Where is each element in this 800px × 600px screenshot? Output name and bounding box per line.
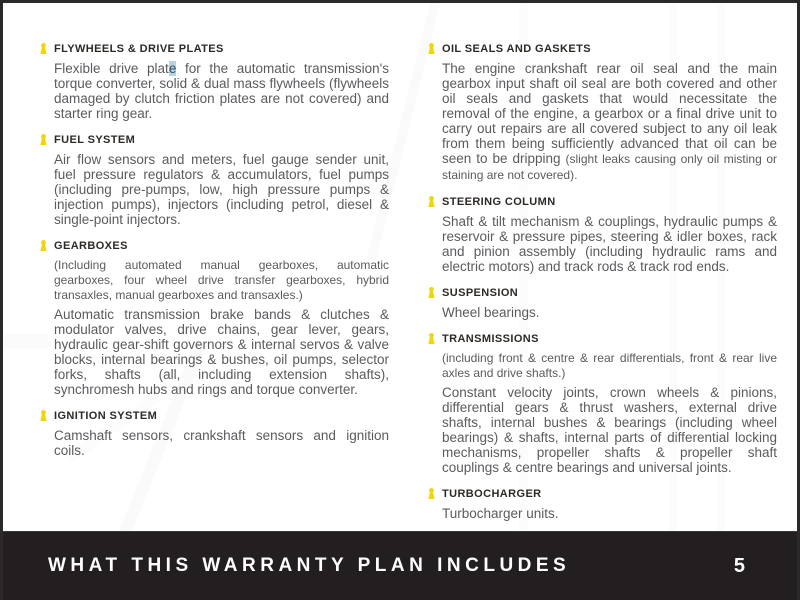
section-heading [39,134,389,146]
body-small-print: (slight leaks causing only oil misting or staining are not covered). [442,152,777,182]
section-steering-column [427,196,777,274]
page-footer [3,531,797,600]
body-text-pre: Flexible drive plat [54,61,169,76]
body-text-post: for the automatic transmission's torque converter, solid & dual mass flywheels (flywheels damaged by clutch friction plates are not covered) and starter ring gear. [54,61,390,121]
section-heading [427,287,777,299]
jack-pin-bullet-icon [427,43,436,55]
section-note: (Including automated manual gearboxes, automatic gearboxes, four wheel drive transfer gearboxes, hybrid transaxles, manual gearboxes and transaxles.) [54,258,389,302]
section-body: Constant velocity joints, crown wheels & pinions, differential gears & thrust washers, external drive shafts, internal bushes & bearings (including wheel bearings) & shafts, internal parts of differential locking mechanisms, propeller shafts & propeller shaft couplings & centre bearings and universal joints. [442,385,777,475]
jack-pin-bullet-icon [427,333,436,345]
page-number: 5 [733,554,745,577]
section-title: FUEL SYSTEM [54,134,136,146]
section-title: FLYWHEELS & DRIVE PLATES [54,43,224,55]
footer-title: WHAT THIS WARRANTY PLAN INCLUDES [48,555,571,576]
jack-pin-bullet-icon [427,196,436,208]
section-turbocharger [427,488,777,521]
section-body: Turbocharger units. [442,506,559,521]
section-suspension [427,287,777,320]
section-body: Automatic transmission brake bands & clutches & modulator valves, drive chains, gear lever, gears, hydraulic gear-shift governors & internal servos & valve blocks, internal bearings & bushes, oil pumps, selector forks, shafts (all, including extension shafts), synchromesh hubs and rings and torque converter. [54,307,389,397]
jack-pin-bullet-icon [427,488,436,500]
jack-pin-bullet-icon [427,287,436,299]
section-body: Shaft & tilt mechanism & couplings, hydraulic pumps & reservoir & pressure pipes, steering & idler boxes, rack and pinion assembly (including hydraulic rams and electric motors) and track rods & track rod ends. [442,214,777,274]
section-oil-seals [427,43,777,183]
section-gearboxes [39,240,389,397]
section-body: Wheel bearings. [442,305,540,320]
right-column [427,43,777,534]
section-body: Air flow sensors and meters, fuel gauge sender unit, fuel pressure regulators & accumulators, fuel pumps (including pre-pumps, low, high pressure pumps & injection pumps), injectors (including petrol, diesel & single-point injectors. [54,152,389,227]
section-title: TURBOCHARGER [442,488,542,500]
section-fuel-system [39,134,389,227]
jack-pin-bullet-icon [39,240,48,252]
section-title: TRANSMISSIONS [442,333,539,345]
section-heading [39,240,389,252]
section-heading [427,43,777,55]
jack-pin-bullet-icon [39,43,48,55]
selected-character: e [168,61,177,76]
section-title: GEARBOXES [54,240,128,252]
section-transmissions [427,333,777,475]
section-body: Camshaft sensors, crankshaft sensors and ignition coils. [54,428,389,458]
section-heading [39,410,389,422]
body-text: The engine crankshaft rear oil seal and the main gearbox input shaft oil seal are both covered and other oil seals and gaskets that would necessitate the removal of the engine, a gearbox or a final drive unit to carry out repairs are all covered subject to any oil leak from them being sufficiently advanced that oil can be seen to be dripping [442,61,777,166]
left-column [39,43,389,534]
content-columns [3,3,797,534]
section-note: (including front & centre & rear differentials, front & rear live axles and drive shafts.) [442,351,777,380]
jack-pin-bullet-icon [39,410,48,422]
section-heading [39,43,389,55]
section-body [442,61,777,183]
section-heading [427,196,777,208]
section-ignition-system [39,410,389,458]
section-title: OIL SEALS AND GASKETS [442,43,591,55]
section-flywheels [39,43,389,121]
section-title: STEERING COLUMN [442,196,556,208]
section-heading [427,488,777,500]
section-title: IGNITION SYSTEM [54,410,158,422]
section-heading [427,333,777,345]
section-body [54,61,389,121]
section-title: SUSPENSION [442,287,519,299]
jack-pin-bullet-icon [39,134,48,146]
